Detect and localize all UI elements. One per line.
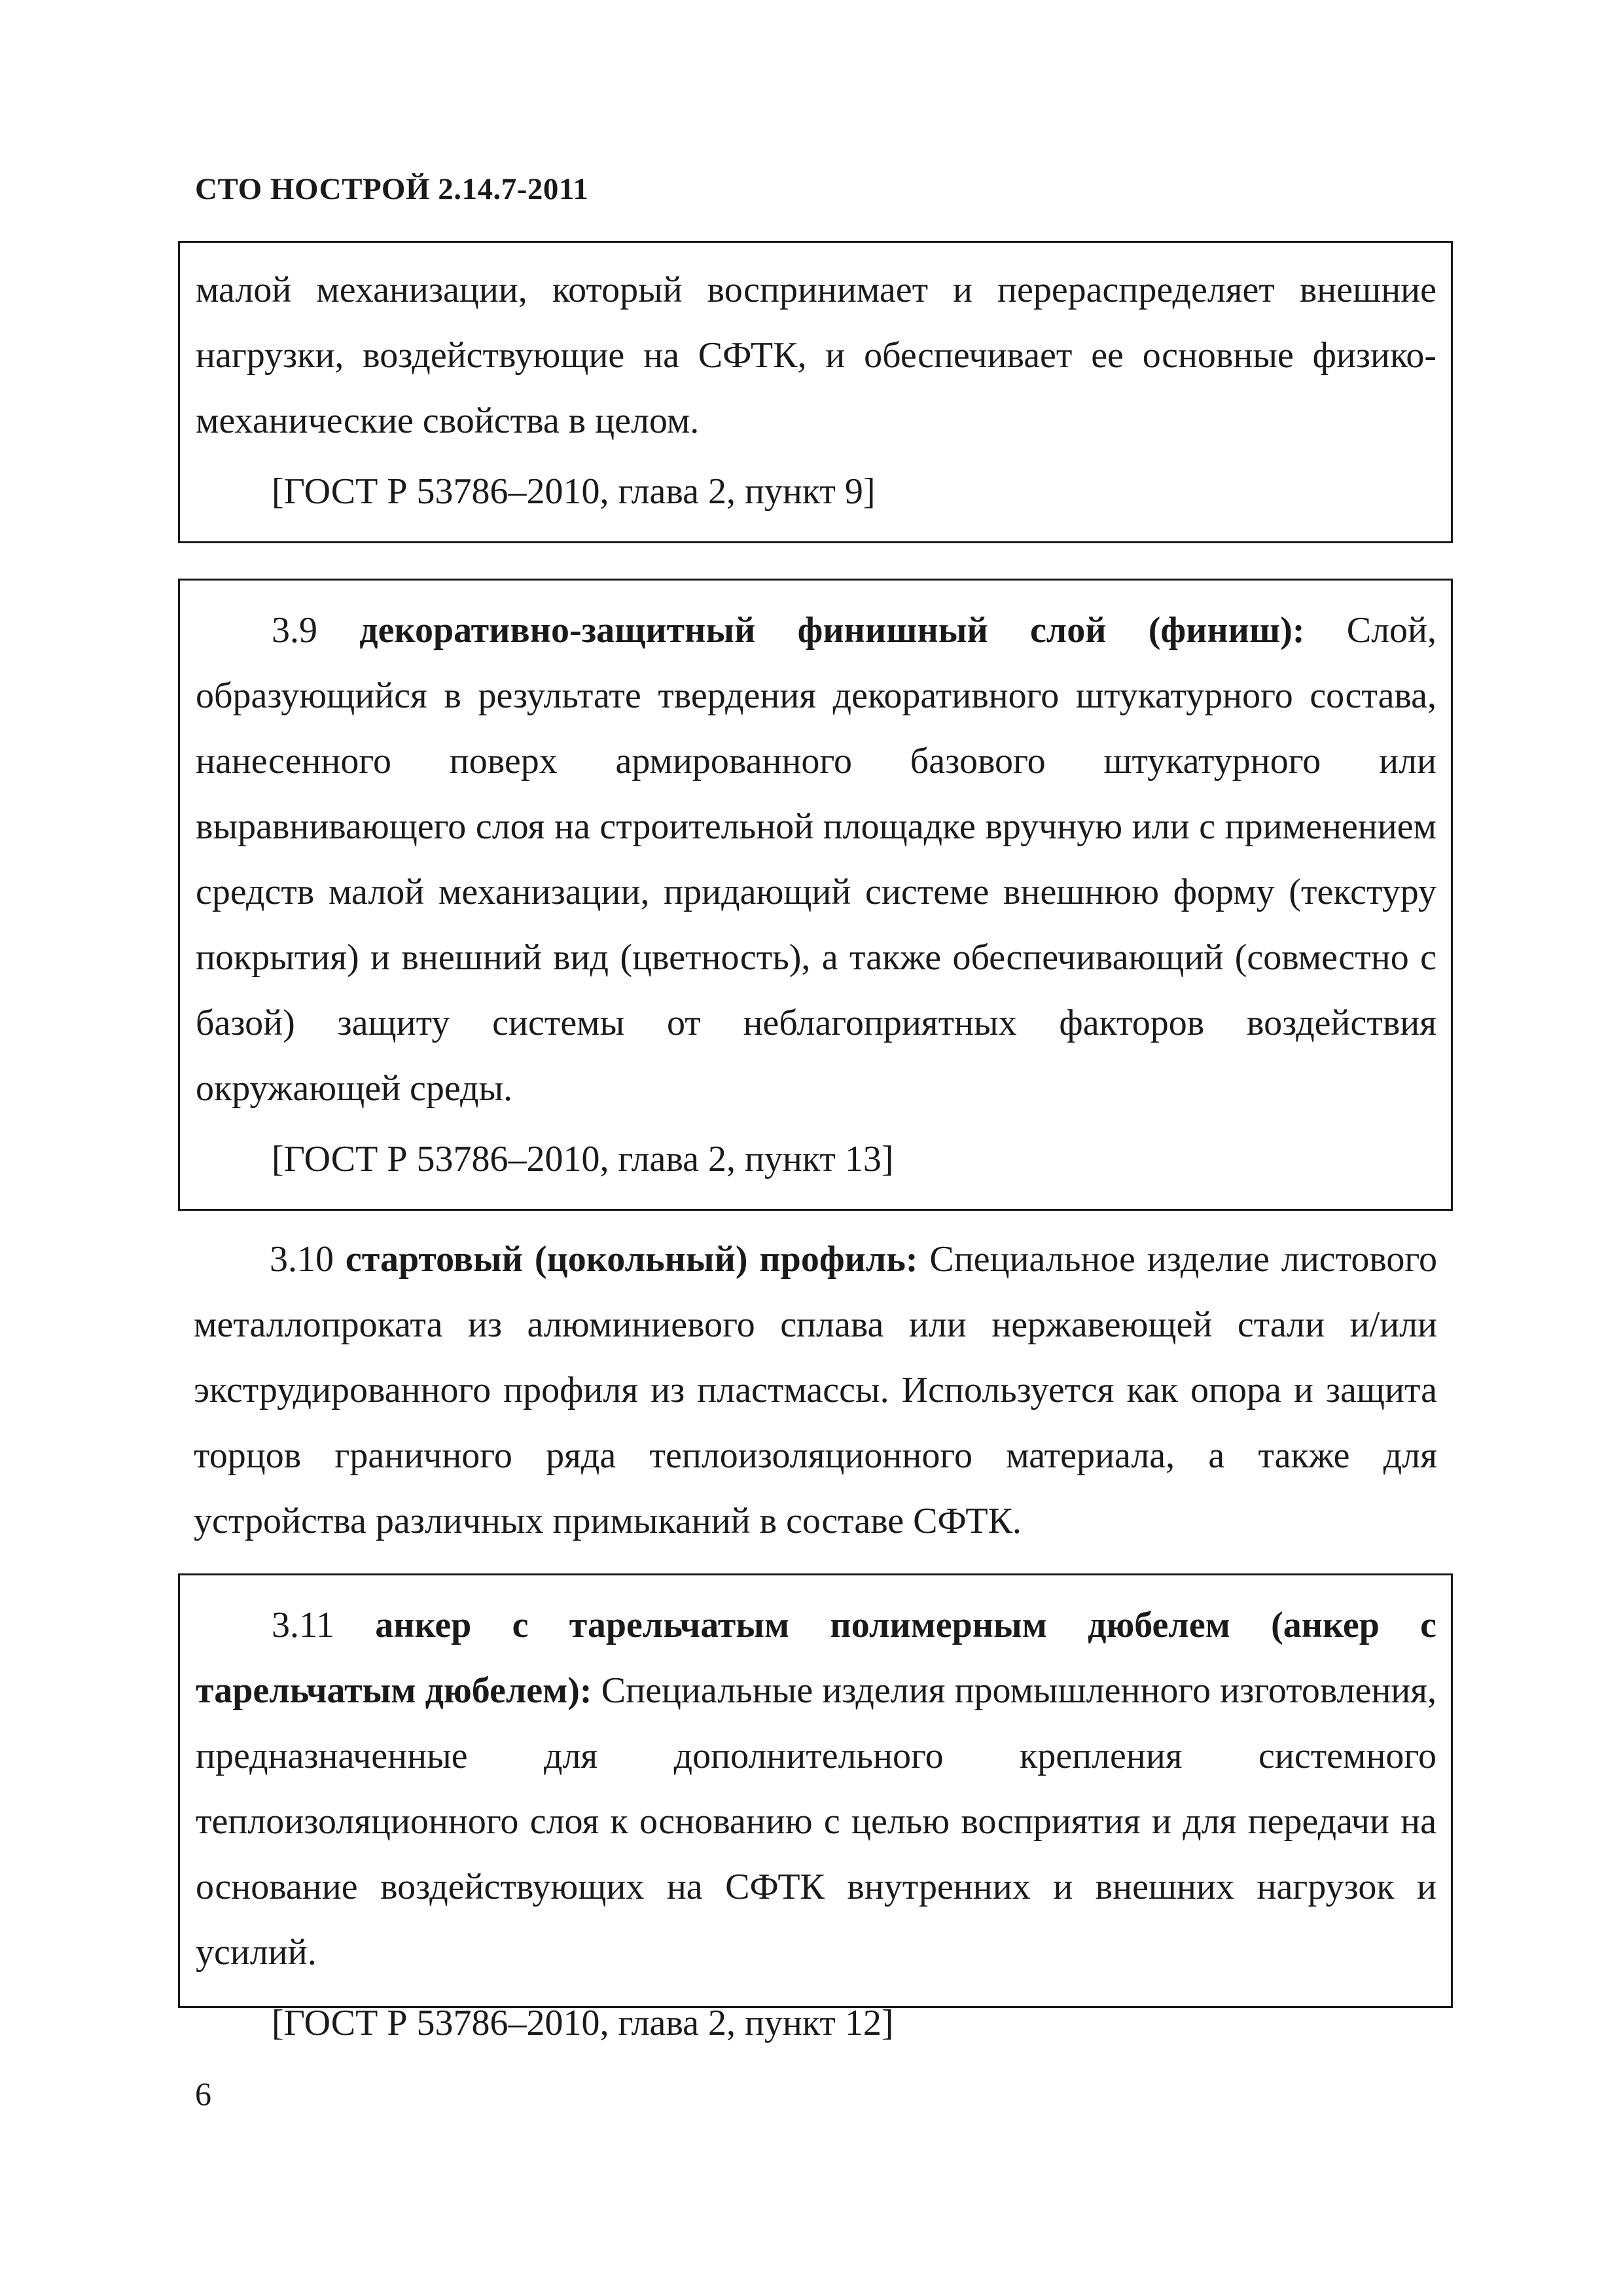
definition-text (196, 598, 1436, 1121)
definition-source: [ГОСТ Р 53786–2010, глава 2, пункт 13] (272, 1139, 894, 1179)
term-definition: Слой, образующийся в результате твердения декоративного штукатурного состава, нанесенного поверх армированного базового штукатурного или выравнивающего слоя на строительной площадке вручную или с применением средств малой механизации, придающий системе внешнюю форму (текстуру покрытия) и внешний вид (цветность), а также обеспечивающий (совместно с базой) защиту системы от неблагоприятных факторов воздействия окружающей среды. (196, 610, 1437, 1109)
definition-source: [ГОСТ Р 53786–2010, глава 2, пункт 9] (272, 471, 876, 512)
term-name: декоративно-защитный финишный слой (финиш): (359, 610, 1305, 651)
term-number: 3.11 (272, 1605, 334, 1645)
definition-source: [ГОСТ Р 53786–2010, глава 2, пункт 12] (272, 2003, 894, 2043)
definition-frame-continuation (178, 241, 1453, 543)
term-number: 3.10 (270, 1239, 334, 1280)
page-number: 6 (195, 2075, 211, 2112)
definition-text (196, 1592, 1436, 1985)
term-definition: Специальные изделия промышленного изготовления, предназначенные для дополнительного крепления системного теплоизоляционного слоя к основанию с целью восприятия и для передачи на основание воздействующих на СФТК внутренних и внешних нагрузок и усилий. (196, 1670, 1437, 1973)
definition-text: малой механизации, который воспринимает и перераспределяет внешние нагрузки, воздействующие на СФТК, и обеспечивает ее основные физико-механические свойства в целом. (196, 270, 1436, 441)
term-name: стартовый (цокольный) профиль: (345, 1239, 918, 1280)
definition-frame-3-11 (178, 1573, 1453, 2043)
definition-text (194, 1227, 1437, 1554)
term-name: анкер с тарельчатым полимерным дюбелем (анкер с тарельчатым дюбелем): (196, 1605, 1436, 1711)
term-definition: Специальное изделие листового металлопроката из алюминиевого сплава или нержавеющей стали и/или экструдированного профиля из пластмассы. Используется как опора и защита торцов граничного ряда теплоизоляционного материала, а также для устройства различных примыканий в составе СФТК. (194, 1239, 1438, 1541)
definition-frame-3-9 (178, 579, 1453, 1211)
definition-3-10 (194, 1227, 1437, 1554)
term-number: 3.9 (272, 610, 317, 651)
document-header: СТО НОСТРОЙ 2.14.7-2011 (195, 172, 589, 206)
